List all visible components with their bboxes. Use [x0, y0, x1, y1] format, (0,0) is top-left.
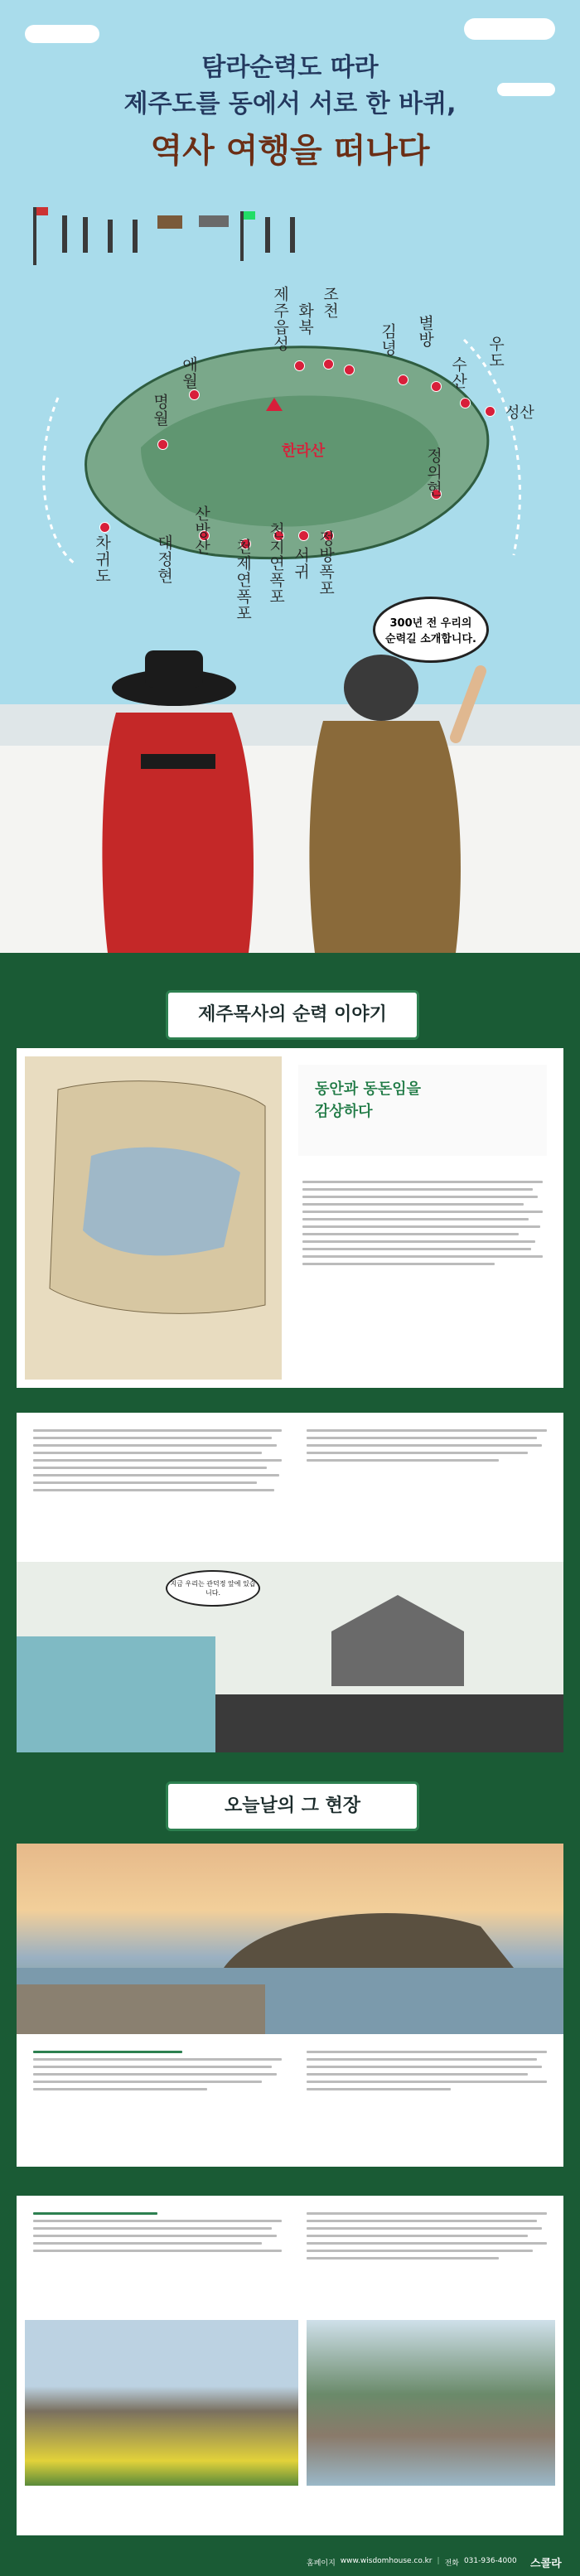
- book-spread-4: [17, 2196, 563, 2535]
- page3-right-text: [307, 2051, 547, 2095]
- sanbangsan-photo: [25, 2320, 298, 2486]
- homepage-label: 홈페이지: [307, 2559, 336, 2568]
- map-dot: [99, 522, 110, 533]
- map-dot: [431, 381, 442, 392]
- hero-title-main: 역사 여행을 떠나다: [150, 132, 430, 170]
- label-seogwi: 서귀: [292, 547, 310, 580]
- map-dot: [398, 375, 408, 385]
- label-seongsan: 성산: [505, 404, 534, 422]
- page1-body-text: [302, 1181, 543, 1270]
- phone-number: 031-936-4000: [463, 2557, 517, 2565]
- page2-illustration: [17, 1562, 563, 1752]
- page2-speech-bubble: 지금 우리는 관덕정 앞에 있습니다.: [166, 1570, 260, 1607]
- label-myeongwol: 명월: [151, 394, 169, 427]
- section-banner-1: 제주목사의 순력 이야기: [166, 990, 419, 1040]
- footer-contact: 홈페이지 www.wisdomhouse.co.kr | 전화 031-936-4000: [307, 2557, 517, 2568]
- map-dot: [460, 398, 471, 408]
- map-dot: [189, 389, 200, 400]
- hero-title-line2: 제주도를 동에서 서로 한 바퀴,: [123, 89, 457, 118]
- section-banner-2: 오늘날의 그 현장: [166, 1781, 419, 1831]
- map-dot: [485, 406, 495, 417]
- brand-logo: 스콜라: [530, 2558, 562, 2570]
- label-hallasan: 한라산: [282, 442, 326, 460]
- label-byeolbang: 별방: [416, 315, 434, 348]
- page2-left-text: [33, 1429, 282, 1496]
- cloud: [464, 18, 555, 40]
- label-jocheon: 조천: [321, 286, 339, 319]
- label-hwabuk: 화북: [296, 302, 314, 336]
- label-jeongbang: 정방폭포: [317, 530, 335, 597]
- label-suan: 수산: [449, 356, 467, 389]
- page2-right-text: [307, 1429, 547, 1467]
- procession-illustration: [0, 182, 580, 273]
- sea-cliff-illustration: [17, 1636, 215, 1752]
- map-dot: [157, 439, 168, 450]
- label-cheonjeyeon: 천제연폭포: [234, 539, 252, 621]
- hero-title-line1: 탐라순력도 따라: [201, 53, 379, 82]
- pavilion-illustration: [315, 1595, 481, 1686]
- label-gimnyeong: 김녕: [379, 323, 397, 356]
- ancient-map-image: [25, 1056, 282, 1380]
- page4-left-text: [33, 2212, 282, 2257]
- stone-wall-illustration: [215, 1694, 563, 1752]
- map-dot: [298, 530, 309, 541]
- homepage-link[interactable]: www.wisdomhouse.co.kr: [340, 2557, 433, 2565]
- figures-illustration: [66, 638, 497, 953]
- page1-heading-box: [298, 1065, 547, 1156]
- map-dot: [294, 360, 305, 371]
- book-spread-3: [17, 1844, 563, 2167]
- label-jeonguihyeon: 정의현: [424, 447, 442, 497]
- cloud: [25, 25, 99, 43]
- map-dot: [323, 359, 334, 370]
- book-spread-1: [17, 1048, 563, 1388]
- label-aewol: 애월: [180, 356, 198, 389]
- seongsan-photo: [17, 1844, 563, 2034]
- label-chagwido: 차귀도: [93, 534, 111, 584]
- page4-right-text: [307, 2212, 547, 2264]
- page3-left-text: [33, 2051, 282, 2095]
- book-spread-2: [17, 1413, 563, 1752]
- label-jejueupseong: 제주읍성: [271, 286, 289, 352]
- page1-heading-line2: 감상하다: [315, 1103, 373, 1120]
- label-sanbangsan: 산방산: [192, 505, 210, 555]
- label-daejeonghyeon: 대정현: [155, 534, 173, 584]
- hero-section: [0, 0, 580, 953]
- label-udo: 우도: [486, 336, 505, 369]
- coastal-rock-photo: [307, 2320, 555, 2486]
- label-cheonjiyeon: 천지연폭포: [267, 522, 285, 605]
- footer: [0, 2548, 580, 2576]
- map-dot: [344, 365, 355, 375]
- page1-heading-line1: 동안과 동돈임을: [315, 1080, 421, 1098]
- speech-bubble: 300년 전 우리의 순력길 소개합니다.: [373, 597, 489, 663]
- phone-label: 전화: [444, 2559, 459, 2568]
